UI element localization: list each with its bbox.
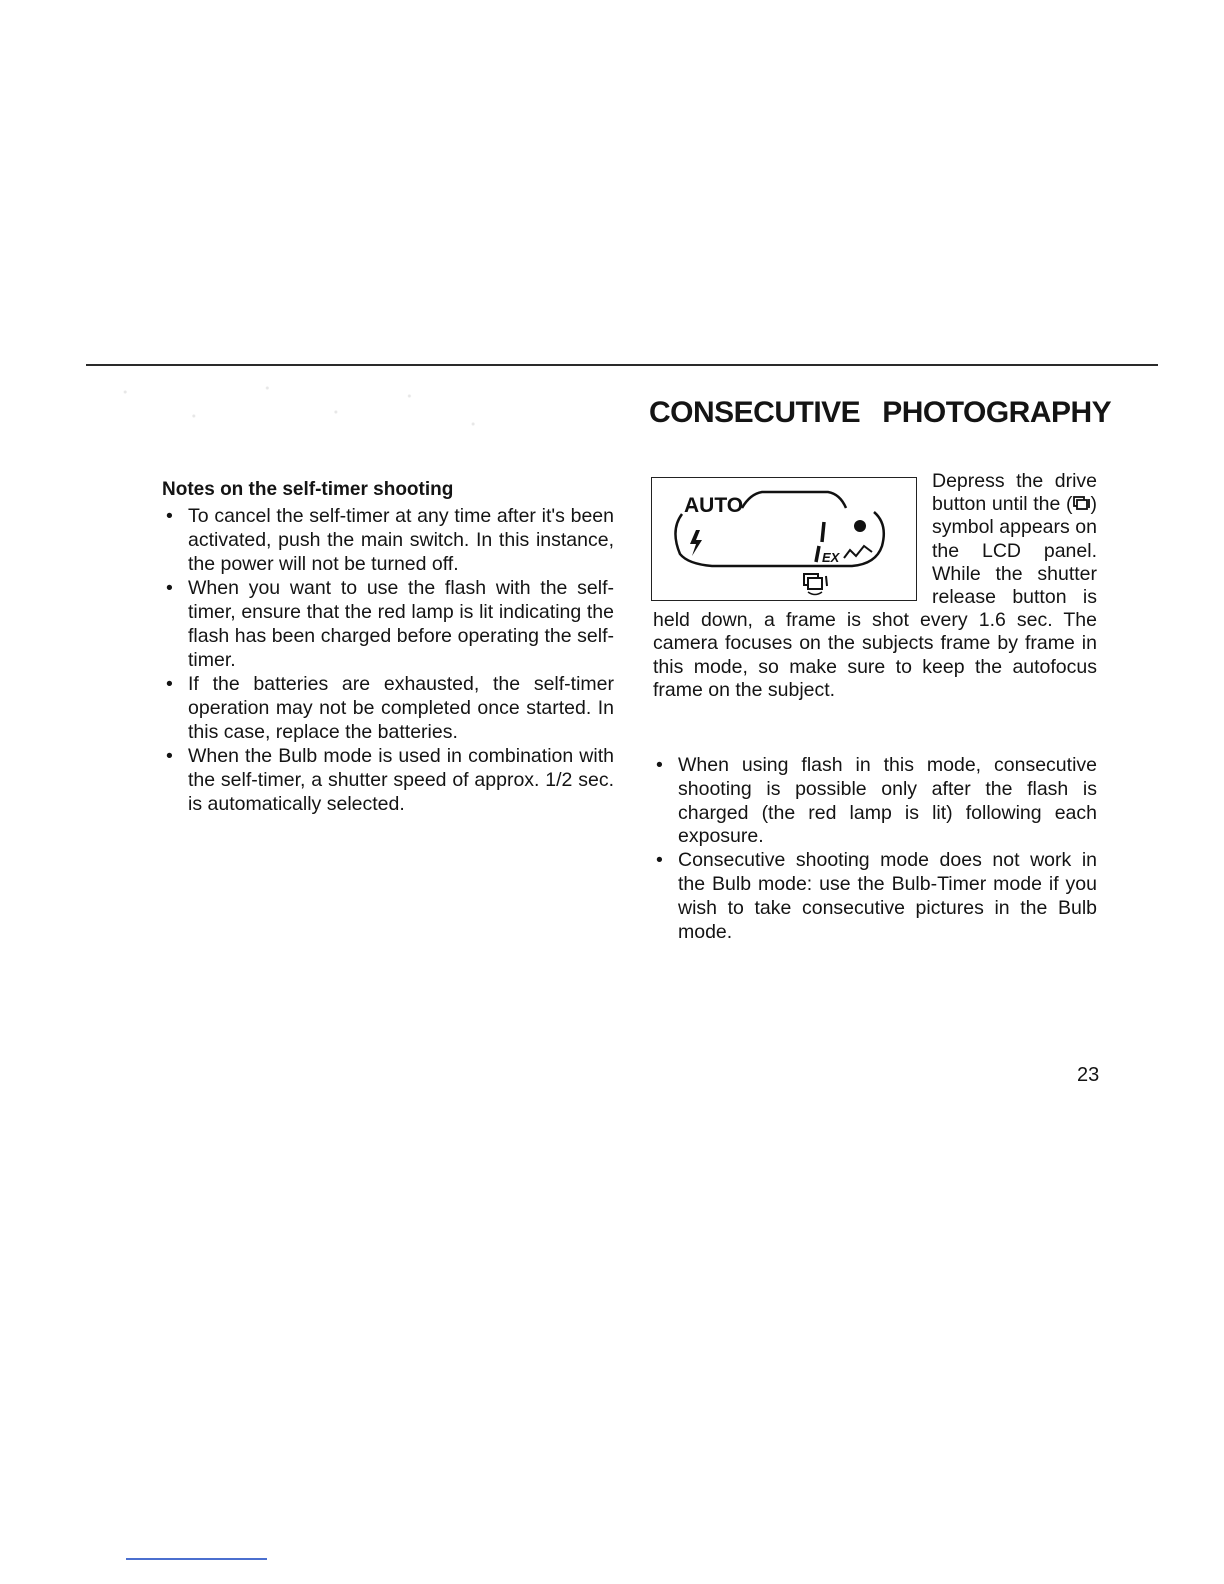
footer-rule [126,1558,267,1560]
consecutive-note-item: • Consecutive shooting mode does not work in the Bulb mode: use the Bulb-Timer mode if you wish to take consecutive pictures in the Bulb mode. [653,849,1097,944]
figure-spacer [653,470,932,608]
lcd-auto-label: AUTO [684,494,744,517]
intro-text-before-symbol: Depress the drive button until the ( [932,470,1097,516]
consecutive-symbol-icon [1073,496,1091,511]
section-title [649,396,1111,430]
scan-noise [86,368,576,448]
notes-heading: Notes on the self-timer shooting [162,479,454,500]
section-title-word-1: CONSECUTIVE [649,396,861,429]
note-item: • When the Bulb mode is used in combination with the self-timer, a shutter speed of approx. 1/2 sec. is automatically selected. [162,744,614,816]
consecutive-note-item: • When using flash in this mode, consecutive shooting is possible only after the flash is charged (the red lamp is lit) following each exposure. [653,754,1097,849]
top-rule [86,364,1158,366]
self-timer-notes [162,478,614,816]
notes-list [162,504,614,816]
lcd-ex-label: EX [822,550,840,565]
page-number: 23 [1077,1064,1100,1086]
section-title-word-2: PHOTOGRAPHY [882,396,1112,429]
note-item: • When you want to use the flash with the self-timer, ensure that the red lamp is lit indicating the flash has been charged before operating the self-timer. [162,576,614,672]
intro-text-after-symbol: ) symbol appears on the LCD panel. While the shutter release button is held down, a frame is shot every 1.6 sec. The camera focuses on the subjects frame by frame in this mode, so make sure to keep the autofocus frame on the subject. [653,493,1097,701]
consecutive-notes-list [653,754,1097,944]
consecutive-intro [653,470,1097,702]
note-item: • To cancel the self-timer at any time after it's been activated, push the main switch. In this instance, the power will not be turned off. [162,504,614,576]
note-item: • If the batteries are exhausted, the self-timer operation may not be completed once started. In this case, replace the batteries. [162,672,614,744]
